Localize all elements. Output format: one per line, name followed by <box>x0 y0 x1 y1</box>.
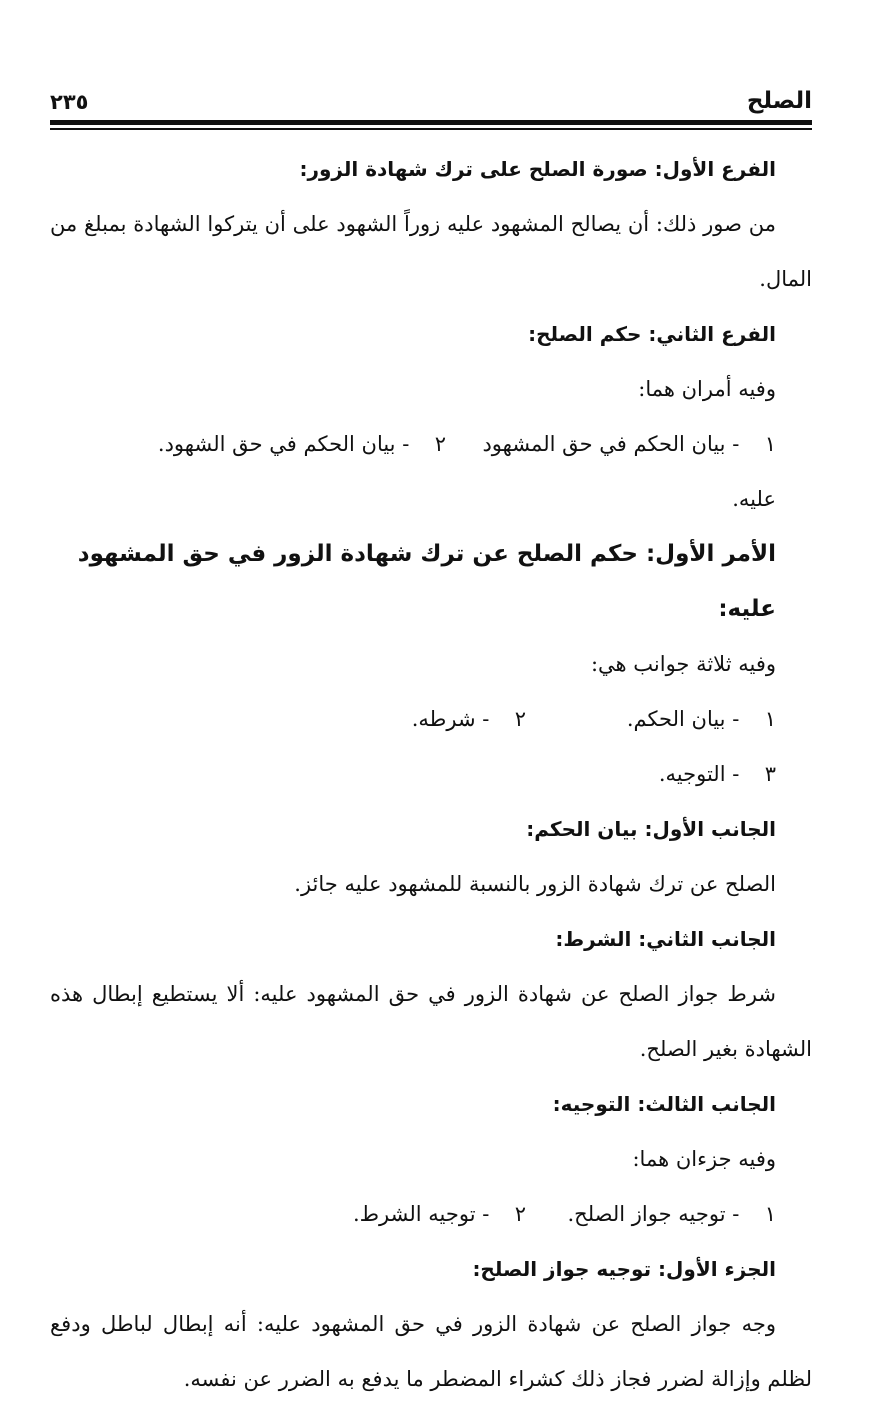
item-text: - بيان الحكم في حق الشهود. <box>157 432 410 456</box>
side2-text: شرط جواز الصلح عن شهادة الزور في حق المشهود عليه: ألا يستطيع إبطال هذه الشهادة بغير الصلح. <box>50 982 812 1061</box>
item-number: ٢ <box>434 432 446 456</box>
item-number: ١ <box>764 432 776 456</box>
list-item <box>526 692 776 747</box>
page-content <box>50 142 812 1407</box>
item-number: ١ <box>764 1202 776 1226</box>
item-text: - التوجيه. <box>658 762 740 786</box>
side2-heading: الجانب الثاني: الشرط: <box>555 927 776 951</box>
item-text: - بيان الحكم في حق المشهود عليه. <box>482 432 776 511</box>
item-text: - بيان الحكم. <box>626 707 740 731</box>
running-title: الصلح <box>746 88 812 114</box>
branch2-heading: الفرع الثاني: حكم الصلح: <box>528 322 776 346</box>
part1-text: وجه جواز الصلح عن شهادة الزور في حق المشهود عليه: أنه إبطال لباطل ودفع لظلم وإزالة لضرر فجاز ذلك كشراء المضطر ما يدفع به الضرر عن نفسه. <box>50 1312 812 1391</box>
item-number: ٣ <box>764 762 776 786</box>
item-number: ٢ <box>514 707 526 731</box>
matter1-heading: الأمر الأول: حكم الصلح عن ترك شهادة الزور في حق المشهود عليه: <box>77 541 776 622</box>
item-text: - شرطه. <box>411 707 490 731</box>
list-item <box>216 692 526 747</box>
item-number: ٢ <box>514 1202 526 1226</box>
list-item <box>216 1187 526 1242</box>
branch2-list <box>50 417 812 527</box>
side1-heading: الجانب الأول: بيان الحكم: <box>526 817 776 841</box>
matter1-list-row1 <box>50 692 812 747</box>
page-number: ٢٣٥ <box>50 90 89 114</box>
list-item <box>446 417 776 527</box>
item-text: - توجيه الشرط. <box>352 1202 490 1226</box>
branch2-intro: وفيه أمران هما: <box>638 377 776 401</box>
branch1-text: من صور ذلك: أن يصالح المشهود عليه زوراً الشهود على أن يتركوا الشهادة بمبلغ من المال. <box>50 212 812 291</box>
book-page <box>50 78 812 1407</box>
side3-intro: وفيه جزءان هما: <box>632 1147 776 1171</box>
matter1-list-row2 <box>50 747 812 802</box>
side3-list <box>50 1187 812 1242</box>
running-header <box>50 78 812 114</box>
side3-heading: الجانب الثالث: التوجيه: <box>552 1092 776 1116</box>
header-rule-thin <box>50 128 812 130</box>
list-item <box>476 747 776 802</box>
part1-heading: الجزء الأول: توجيه جواز الصلح: <box>472 1257 776 1281</box>
side1-text: الصلح عن ترك شهادة الزور بالنسبة للمشهود عليه جائز. <box>294 872 776 896</box>
item-number: ١ <box>764 707 776 731</box>
branch1-heading: الفرع الأول: صورة الصلح على ترك شهادة الزور: <box>299 157 776 181</box>
list-item <box>526 1187 776 1242</box>
item-text: - توجيه جواز الصلح. <box>567 1202 740 1226</box>
matter1-intro: وفيه ثلاثة جوانب هي: <box>590 652 776 676</box>
list-item <box>136 417 446 527</box>
header-rule-thick <box>50 120 812 125</box>
